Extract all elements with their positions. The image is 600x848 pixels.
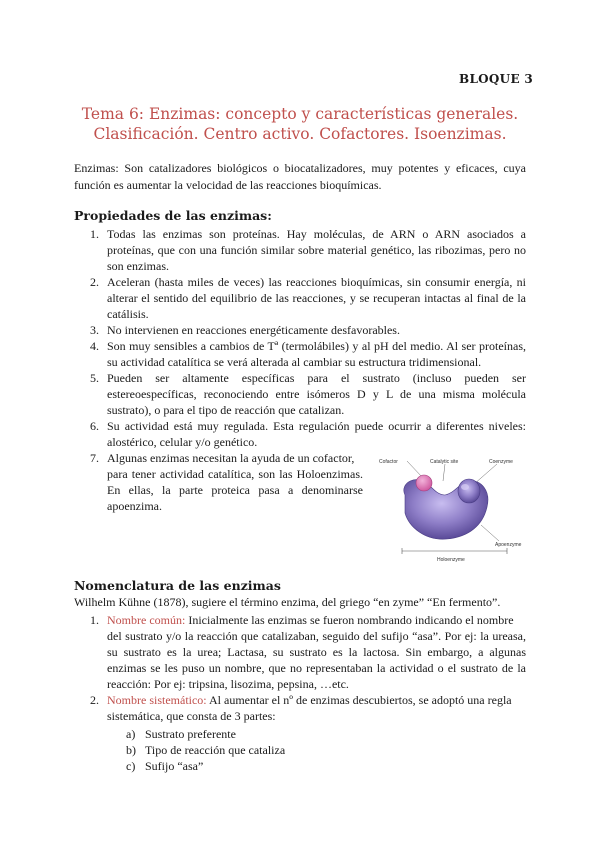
- intro-line-2: función es aumentar la velocidad de las reacciones bioquímicas.: [74, 178, 382, 192]
- holoenzyme-figure: [377, 455, 527, 565]
- list-item-line: [107, 692, 526, 709]
- list-item-line: alostérico, celular y/o genético.: [107, 435, 258, 449]
- sub-item-letter: a): [126, 727, 136, 741]
- list-item-number: 2.: [90, 693, 99, 707]
- apoenzyme-label: Apoenzyme: [495, 542, 522, 548]
- sub-item-letter: b): [126, 743, 136, 757]
- intro-line-1: Enzimas: Son catalizadores biológicos o biocatalizadores, muy potentes y eficaces, cuya: [74, 161, 526, 175]
- sub-item-text: Sustrato preferente: [145, 727, 236, 741]
- list-item-line: estereoespecíficas, reconociendo entre isómeros D y L de una misma molécula: [107, 387, 526, 401]
- list-item-line: reacción: Por ej: tripsina, lisozima, pepsina, …etc.: [107, 677, 349, 691]
- list-item-line: Pueden ser altamente específicas para el sustrato (incluso pueden ser: [107, 371, 526, 385]
- list-item-line: su actividad catalítica se verá alterada al cambiar su estructura tridimensional.: [107, 355, 482, 369]
- list-item-line: Su actividad está muy regulada. Esta regulación puede ocurrir a diferentes niveles:: [107, 419, 526, 433]
- list-item-number: 1.: [90, 613, 99, 627]
- list-item-line: proteínas, que con una función similar sobre material genético, las ribozimas, pero no: [107, 243, 526, 257]
- list-item-line: catálisis.: [107, 307, 149, 321]
- list-item-line: apoenzima.: [107, 499, 162, 513]
- list-item-number: 7.: [90, 451, 99, 465]
- list-item-number: 1.: [90, 227, 99, 241]
- holoenzyme-label: Holoenzyme: [437, 557, 465, 563]
- coenzyme-label: Coenzyme: [489, 459, 513, 465]
- list-item-line: enzimas se les puso un nombre, que no representaban la actividad o el sustrato de la: [107, 661, 526, 675]
- list-item-line: sistemática, que consta de 3 partes:: [107, 709, 276, 723]
- list-item-line: Son muy sensibles a cambios de Tª (termolábiles) y al pH del medio. Al ser proteínas,: [107, 339, 526, 353]
- catalytic-site-label: Catalytic site: [430, 459, 459, 465]
- list-item-line: sustrato), o para el tipo de reacción que catalizan.: [107, 403, 345, 417]
- list-item-line: [107, 612, 526, 629]
- block-label: BLOQUE 3: [459, 72, 534, 86]
- list-item-number: 4.: [90, 339, 99, 353]
- nomenclature-heading: Nomenclatura de las enzimas: [74, 578, 281, 593]
- page-title-line-2: Clasificación. Centro activo. Cofactores. Isoenzimas.: [93, 125, 507, 143]
- systematic-name-text: Al aumentar el nº de enzimas descubiertos, se adoptó una regla: [206, 693, 512, 707]
- list-item-line: No intervienen en reacciones energéticamente desfavorables.: [107, 323, 400, 337]
- list-item-line: para tener actividad catalítica, son las Holoenzimas.: [107, 467, 363, 481]
- nomenclature-intro: Wilhelm Kühne (1878), sugiere el término enzima, del griego “en zyme” “En fermento”.: [74, 595, 501, 609]
- page-title-line-1: Tema 6: Enzimas: concepto y características generales.: [81, 105, 519, 123]
- cofactor-label: Cofactor: [379, 459, 398, 465]
- list-item-line: del sustrato y/o la reacción que catalizaban, seguido del sufijo “asa”. Por ej: la ureasa,: [107, 629, 526, 643]
- coenzyme-shape: [458, 479, 480, 503]
- list-item-line: su sustrato es la urea; Lactasa, su sustrato es la lactosa. Sin embargo, a algunas: [107, 645, 526, 659]
- list-item-line: alterar el sentido del equilibrio de las reacciones, y se recuperan intactas al final de la: [107, 291, 526, 305]
- systematic-name-term: Nombre sistemático:: [107, 693, 207, 707]
- list-item-number: 2.: [90, 275, 99, 289]
- list-item-line: son enzimas.: [107, 259, 169, 273]
- common-name-text: Inicialmente las enzimas se fueron nombrando indicando el nombre: [185, 613, 514, 627]
- common-name-term: Nombre común:: [107, 613, 186, 627]
- list-item-line: Todas las enzimas son proteínas. Hay moléculas, de ARN o ARN asociados a: [107, 227, 526, 241]
- list-item-number: 3.: [90, 323, 99, 337]
- list-item-line: Aceleran (hasta miles de veces) las reacciones bioquímicas, sin consumir energía, ni: [107, 275, 526, 289]
- sub-item-text: Sufijo “asa”: [145, 759, 204, 773]
- cofactor-shape: [416, 475, 432, 491]
- sub-item-text: Tipo de reacción que cataliza: [145, 743, 286, 757]
- list-item-number: 6.: [90, 419, 99, 433]
- properties-heading: Propiedades de las enzimas:: [74, 208, 272, 223]
- list-item-number: 5.: [90, 371, 99, 385]
- sub-item-letter: c): [126, 759, 136, 773]
- list-item-line: Algunas enzimas necesitan la ayuda de un cofactor,: [107, 451, 355, 465]
- list-item-line: En ellas, la parte proteica pasa a denominarse: [107, 483, 363, 497]
